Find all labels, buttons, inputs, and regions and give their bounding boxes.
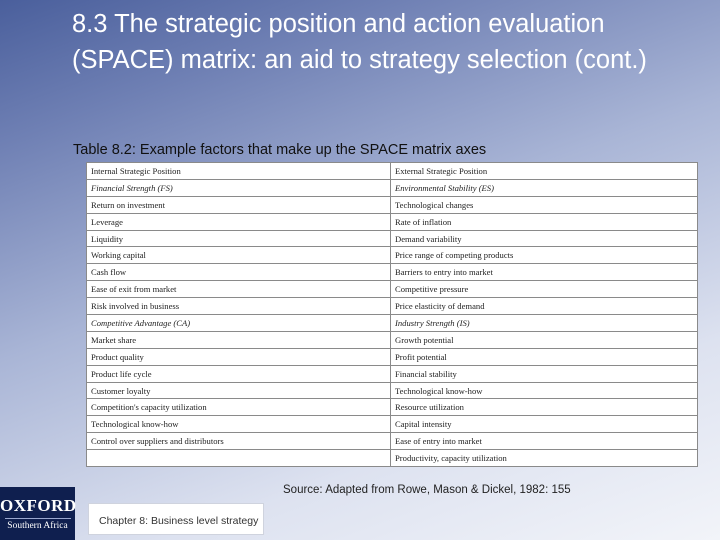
table-cell-external: Competitive pressure: [391, 281, 698, 298]
logo-divider: [5, 518, 71, 519]
table-cell-internal: Control over suppliers and distributors: [87, 433, 391, 450]
logo-name: OXFORD: [0, 496, 77, 515]
table-cell-internal: Return on investment: [87, 196, 391, 213]
table-row: [87, 230, 698, 247]
table-row: [87, 433, 698, 450]
table-cell-internal: Risk involved in business: [87, 298, 391, 315]
oxford-logo: [0, 487, 75, 540]
table-cell-internal: Market share: [87, 331, 391, 348]
table-cell-internal: Product quality: [87, 348, 391, 365]
table-cell-internal: Ease of exit from market: [87, 281, 391, 298]
table-cell-internal: Product life cycle: [87, 365, 391, 382]
table-row: [87, 450, 698, 467]
table-cell-internal: Technological know-how: [87, 416, 391, 433]
table-row: [87, 315, 698, 332]
table-cell-external: Price range of competing products: [391, 247, 698, 264]
table-row: [87, 179, 698, 196]
table-cell-external: Barriers to entry into market: [391, 264, 698, 281]
table-caption: Table 8.2: Example factors that make up the SPACE matrix axes: [73, 142, 487, 158]
slide-title: 8.3 The strategic position and action evaluation (SPACE) matrix: an aid to strategy selection (cont.): [72, 10, 647, 74]
table-cell-external: Productivity, capacity utilization: [391, 450, 698, 467]
table-cell-internal: Leverage: [87, 213, 391, 230]
table-row: [87, 264, 698, 281]
table-row: [87, 213, 698, 230]
table-cell-external: Growth potential: [391, 331, 698, 348]
table-cell-external: Financial stability: [391, 365, 698, 382]
table-cell-external: Demand variability: [391, 230, 698, 247]
table-cell-internal: [87, 450, 391, 467]
table-cell-internal: Competitive Advantage (CA): [87, 315, 391, 332]
table-cell-external: Profit potential: [391, 348, 698, 365]
table-row: [87, 416, 698, 433]
table-cell-external: Price elasticity of demand: [391, 298, 698, 315]
table-row: [87, 331, 698, 348]
table-row: [87, 382, 698, 399]
table-row: [87, 163, 698, 180]
logo-subtitle: Southern Africa: [7, 521, 68, 531]
table-cell-internal: Competition's capacity utilization: [87, 399, 391, 416]
table-cell-external: Resource utilization: [391, 399, 698, 416]
table-cell-external: Capital intensity: [391, 416, 698, 433]
table-row: [87, 281, 698, 298]
table-cell-internal: Working capital: [87, 247, 391, 264]
table-cell-internal: Liquidity: [87, 230, 391, 247]
source-citation: Source: Adapted from Rowe, Mason & Dickel, 1982: 155: [283, 484, 571, 496]
table-cell-external: Technological changes: [391, 196, 698, 213]
table-cell-internal: Cash flow: [87, 264, 391, 281]
table-row: [87, 365, 698, 382]
table-cell-external: Ease of entry into market: [391, 433, 698, 450]
table-row: [87, 298, 698, 315]
footer-chapter-label: Chapter 8: Business level strategy: [99, 515, 259, 527]
table-cell-external: Rate of inflation: [391, 213, 698, 230]
table-row: [87, 399, 698, 416]
table-row: [87, 348, 698, 365]
space-factors-table: [86, 162, 698, 467]
table-cell-internal: Customer loyalty: [87, 382, 391, 399]
table-cell-internal: Financial Strength (FS): [87, 179, 391, 196]
table-body: [87, 163, 698, 467]
table-row: [87, 196, 698, 213]
table-cell-external: External Strategic Position: [391, 163, 698, 180]
table-cell-external: Environmental Stability (ES): [391, 179, 698, 196]
table-cell-external: Technological know-how: [391, 382, 698, 399]
table-row: [87, 247, 698, 264]
table-cell-internal: Internal Strategic Position: [87, 163, 391, 180]
table-cell-external: Industry Strength (IS): [391, 315, 698, 332]
